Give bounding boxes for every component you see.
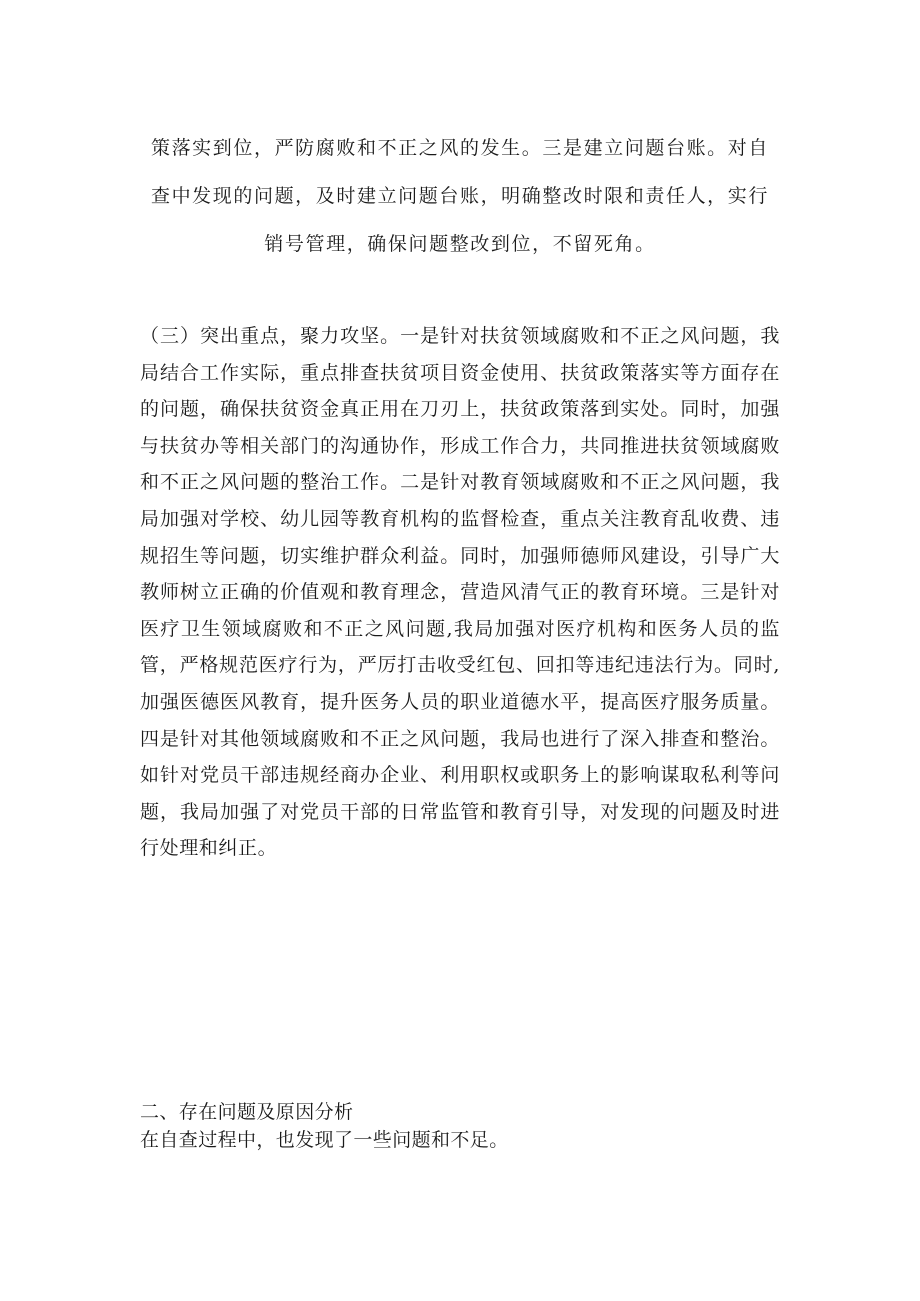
paragraph-line: 局结合工作实际，重点排查扶贫项目资金使用、扶贫政策落实等方面存在 bbox=[140, 361, 780, 384]
paragraph-line: 如针对党员干部违规经商办企业、利用职权或职务上的影响谋取私利等问 bbox=[140, 764, 780, 787]
paragraph-line: 的问题，确保扶贫资金真正用在刀刃上，扶贫政策落到实处。同时，加强 bbox=[140, 398, 780, 421]
section-two bbox=[140, 1098, 780, 1154]
paragraph-line: 管，严格规范医疗行为，严厉打击收受红包、回扣等违纪违法行为。同时, bbox=[140, 654, 780, 677]
paragraph-line: 规招生等问题，切实维护群众利益。同时，加强师德师风建设，引导广大 bbox=[140, 544, 780, 567]
paragraph-line: 与扶贫办等相关部门的沟通协作，形成工作合力，共同推进扶贫领域腐败 bbox=[140, 434, 780, 457]
paragraph-line: 和不正之风问题的整治工作。二是针对教育领域腐败和不正之风问题，我 bbox=[140, 471, 780, 494]
paragraph-line: 策落实到位，严防腐败和不正之风的发生。三是建立问题台账。对自 bbox=[150, 137, 769, 159]
paragraph-line: 题，我局加强了对党员干部的日常监管和教育引导，对发现的问题及时进 bbox=[140, 800, 780, 823]
paragraph-line: 加强医德医风教育，提升医务人员的职业道德水平，提高医疗服务质量。 bbox=[140, 690, 780, 713]
section-three-paragraph bbox=[140, 318, 780, 867]
paragraph-line: 行处理和纠正。 bbox=[140, 837, 278, 860]
paragraph-line: 查中发现的问题，及时建立问题台账，明确整改时限和责任人，实行 bbox=[150, 185, 769, 207]
section-intro: 在自查过程中，也发现了一些问题和不足。 bbox=[140, 1129, 509, 1151]
paragraph-line: 局加强对学校、幼儿园等教育机构的监督检查，重点关注教育乱收费、违 bbox=[140, 507, 780, 530]
top-paragraph bbox=[140, 124, 780, 268]
paragraph-line: 医疗卫生领域腐败和不正之风问题,我局加强对医疗机构和医务人员的监 bbox=[140, 617, 780, 640]
paragraph-line: 销号管理，确保问题整改到位，不留死角。 bbox=[264, 233, 656, 255]
paragraph-line: 教师树立正确的价值观和教育理念，营造风清气正的教育环境。三是针对 bbox=[140, 581, 780, 604]
section-heading: 二、存在问题及原因分析 bbox=[140, 1101, 354, 1123]
paragraph-line: 四是针对其他领域腐败和不正之风问题，我局也进行了深入排查和整治。 bbox=[140, 727, 780, 750]
paragraph-line: （三）突出重点，聚力攻坚。一是针对扶贫领域腐败和不正之风问题，我 bbox=[140, 325, 780, 347]
